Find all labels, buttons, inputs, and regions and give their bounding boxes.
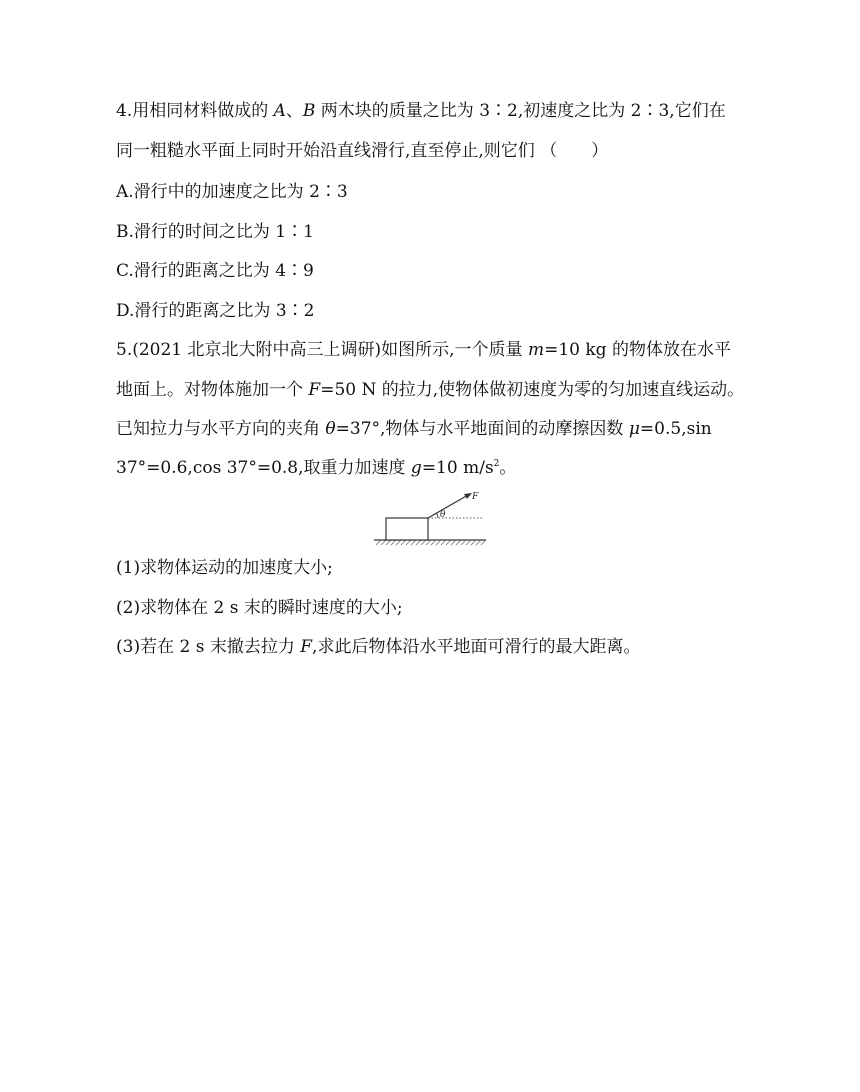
q5-text-1: 5.(2021 北京北大附中高三上调研)如图所示,一个质量 (116, 340, 528, 360)
q5-stem-line-2 (116, 379, 744, 401)
q5-sub-question-1: (1)求物体运动的加速度大小; (116, 558, 333, 578)
ground-hatching (376, 540, 486, 545)
q5-text-3: 地面上。对物体施加一个 (116, 380, 309, 400)
angle-label: θ (440, 510, 446, 520)
q5-sub-question-2: (2)求物体在 2 s 末的瞬时速度的大小; (116, 598, 403, 618)
q5-text-5: 已知拉力与水平方向的夹角 (116, 419, 326, 439)
q5-text-10: 。 (499, 458, 517, 478)
q5-text-4: =50 N 的拉力,使物体做初速度为零的匀加速直线运动。 (320, 380, 745, 400)
q4-option-c: C.滑行的距离之比为 4∶9 (116, 261, 314, 281)
q5-var-mu: μ (628, 419, 640, 439)
q5-stem-line-1 (116, 339, 731, 361)
force-diagram (372, 488, 490, 555)
q5-text-6: =37°,物体与水平地面间的动摩擦因数 (335, 419, 629, 439)
q5-stem-line-3 (116, 418, 712, 440)
q5-stem-line-4 (116, 457, 516, 479)
q5-var-f: F (308, 380, 321, 400)
q4-text-3: 两木块的质量之比为 3∶2,初速度之比为 2∶3,它们在 (315, 101, 726, 121)
q4-option-a: A.滑行中的加速度之比为 2∶3 (116, 182, 348, 202)
q4-var-b: B (302, 101, 316, 121)
q5-sub3-text-2: ,求此后物体沿水平地面可滑行的最大距离。 (312, 637, 641, 657)
q5-sub3-text-1: (3)若在 2 s 末撤去拉力 (116, 637, 301, 657)
q4-text-2: 、 (285, 101, 303, 121)
force-diagram-svg (372, 488, 490, 550)
q5-sub-question-3 (116, 636, 640, 658)
q5-text-7: =0.5,sin (639, 419, 712, 439)
block (386, 518, 428, 540)
q5-var-theta: θ (325, 419, 336, 439)
force-arrow-shaft (428, 495, 468, 518)
q4-stem-line-2: 同一粗糙水平面上同时开始沿直线滑行,直至停止,则它们 （ ） (116, 141, 609, 161)
force-label: F (472, 492, 479, 502)
q5-sub3-var-f: F (300, 637, 313, 657)
q5-var-m: m (527, 340, 545, 360)
q4-option-b: B.滑行的时间之比为 1∶1 (116, 222, 314, 242)
force-arrow-head (464, 493, 472, 499)
q5-exponent: 2 (493, 459, 500, 469)
q5-text-2: =10 kg 的物体放在水平 (544, 340, 731, 360)
q5-var-g: g (410, 458, 422, 478)
q4-option-d: D.滑行的距离之比为 3∶2 (116, 301, 315, 321)
q4-stem-line-1 (116, 100, 726, 122)
angle-arc (437, 513, 439, 518)
q4-var-a: A (273, 101, 286, 121)
q4-text-1: 4.用相同材料做成的 (116, 101, 274, 121)
q5-text-8: 37°=0.6,cos 37°=0.8,取重力加速度 (116, 458, 411, 478)
q5-text-9: =10 m/s (421, 458, 494, 478)
